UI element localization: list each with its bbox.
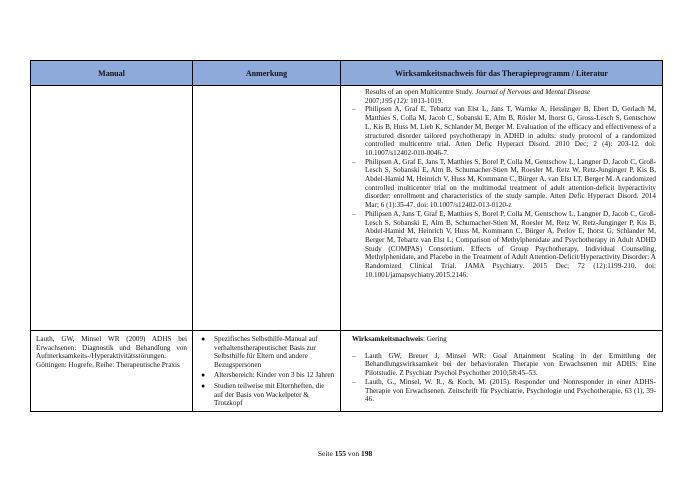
reference-item: – Lauth GW, Breuer J, Minsel WR: Goal Attainment Scaling in der Ermittlung der Behandlungswirksamkeit bei der behavioralen Therapie von Erwachsenen mit ADHS: Eine Pilotstudie. Z Psychiatr Psychol Psychother 2010;58:45–53.: [352, 351, 656, 378]
header-anmerkung: Anmerkung: [193, 61, 341, 86]
manual-cell: [31, 331, 193, 412]
bullet-icon: ●: [201, 335, 206, 343]
page-footer: Seite 155 von 198: [317, 449, 373, 458]
therapy-table: [30, 60, 663, 412]
journal-title: Journal of Nervous and Mental Disease: [475, 88, 591, 96]
list-item: ● Altersbereich: Kinder von 3 bis 12 Jahren: [201, 371, 335, 380]
list-item: ● Studien teilweise mit Elternheften, die auf der Basis von Wackelpeter & Trotzkopf: [201, 381, 325, 408]
reference-item: – Philipsen A, Graf E, Tebartz van Elst L, Jans T, Warnke A, Hesslinger B, Ebert D, Gerlach M, Matthies S, Colla M, Jacob C, Sobanski E, Alm B, Rösler M, Ihorst G, Gross-Lesch S, Gentschow L, Kis B, Huss M, Lieb K, Schlander M, Berger M. Evaluation of the efficacy and effectiveness of a structured disorder tailored psychotherapy in ADHD in adults: study protocol of a randomized controlled multicentre trial. Atten Defic Hyperact Disord. 2010 Dec; 2 (4): 203-12. doi: 10.1007/s12402-010-0046-7.: [352, 105, 656, 157]
header-manual: Manual: [31, 61, 193, 86]
bullet-icon: ●: [201, 381, 206, 390]
notes-list: [194, 332, 339, 408]
anmerkung-cell: [193, 331, 341, 412]
document-page: [30, 60, 662, 412]
header-wirksamkeit: Wirksamkeitsnachweis für das Therapieprogramm / Literatur: [341, 61, 663, 86]
literature-cell: [341, 331, 663, 412]
continued-reference: Results of an open Multicentre Study. Journal of Nervous and Mental Disease 2007;195 (12): 1013-1019.: [365, 88, 591, 105]
reference-item: – Philipsen A, Jans T, Graf E, Matthies S, Borel P, Colla M, Gentschow L, Langner D, Jacob C, Groß-Lesch S, Sobanski E, Alm B, Schumacher-Stien M, Roesler M, Retz W, Retz-Junginger P, Kis B, Abdel-Hamid M, Heinrich V, Huss M, Kommann C, Bürger A, Perlov E, Ihorst G, Schlander M, Berger M, Tebartz van Elst L; Comparison of Methylphenidate and Psychotherapy in Adult ADHD Study (COMPAS) Consortium. Effects of Group Psychotherapy, Individual Counseling, Methylphenidate, and Placebo in the Treatment of Adult Attention-Deficit/Hyperactivity Disorder: A Randomized Clinical Trial. JAMA Psychiatry. 2015 Dec; 72 (12):1199-210. doi: 10.1001/jamapsychiatry.2015.2146.: [352, 209, 656, 279]
anmerkung-cell-empty: [193, 86, 341, 331]
literature-cell: [341, 86, 663, 331]
reference-item: – Philipsen A, Graf E, Jans T, Matthies S, Borel P, Colla M, Gentschow L, Langner D, Jacob C, Groß-Lesch S, Sobanski E, Alm B, Schumacher-Stien M, Roesler M, Retz W, Retz-Junginger P, Kis B, Abdel-Hamid M, Heinrich V, Huss M, Kommann C, Bürger A, van Elst LT, Berger M. A randomized controlled multicenter trial on the multimodal treatment of adult attention-deficit hyperactivity disorder: enrollment and characteristics of the study sample. Atten Defic Hyperact Disord. 2014 Mar; 6 (1):35-47. doi: 10.1007/s12402-013-0120-z: [352, 157, 656, 210]
manual-citation: Lauth, GW, Minsel WR (2009) ADHS bei Erwachsenen: Diagnostik und Behandlung von Aufmerksamkeits-/Hyperaktivitätsstörungen. Göttingen: Hogrefe, Reihe: Therapeutische Praxis: [36, 335, 187, 370]
evidence-rating: Wirksamkeitsnachweis: Gering: [352, 335, 447, 343]
list-item: ● Spezifisches Selbsthilfe-Manual auf verhaltenstherapeutischer Basis zur Selbsthilfe für Eltern und andere Bezugspersonen: [201, 335, 318, 369]
manual-cell-empty: [31, 86, 193, 331]
reference-item: – Lauth, G., Minsel, W. R., & Koch, M. (2015). Responder und Nonresponder in einer ADHS-Therapie von Erwachsenen. Zeitschrift für Psychiatrie, Psychologie und Psychotherapie, 63 (1), 39-46.: [352, 377, 656, 404]
bullet-icon: ●: [201, 371, 206, 380]
table-row: [31, 331, 663, 412]
table-row: [31, 86, 663, 331]
current-page-number: 155: [334, 449, 346, 458]
total-page-count: 198: [360, 449, 373, 458]
table-header-row: [31, 61, 663, 86]
